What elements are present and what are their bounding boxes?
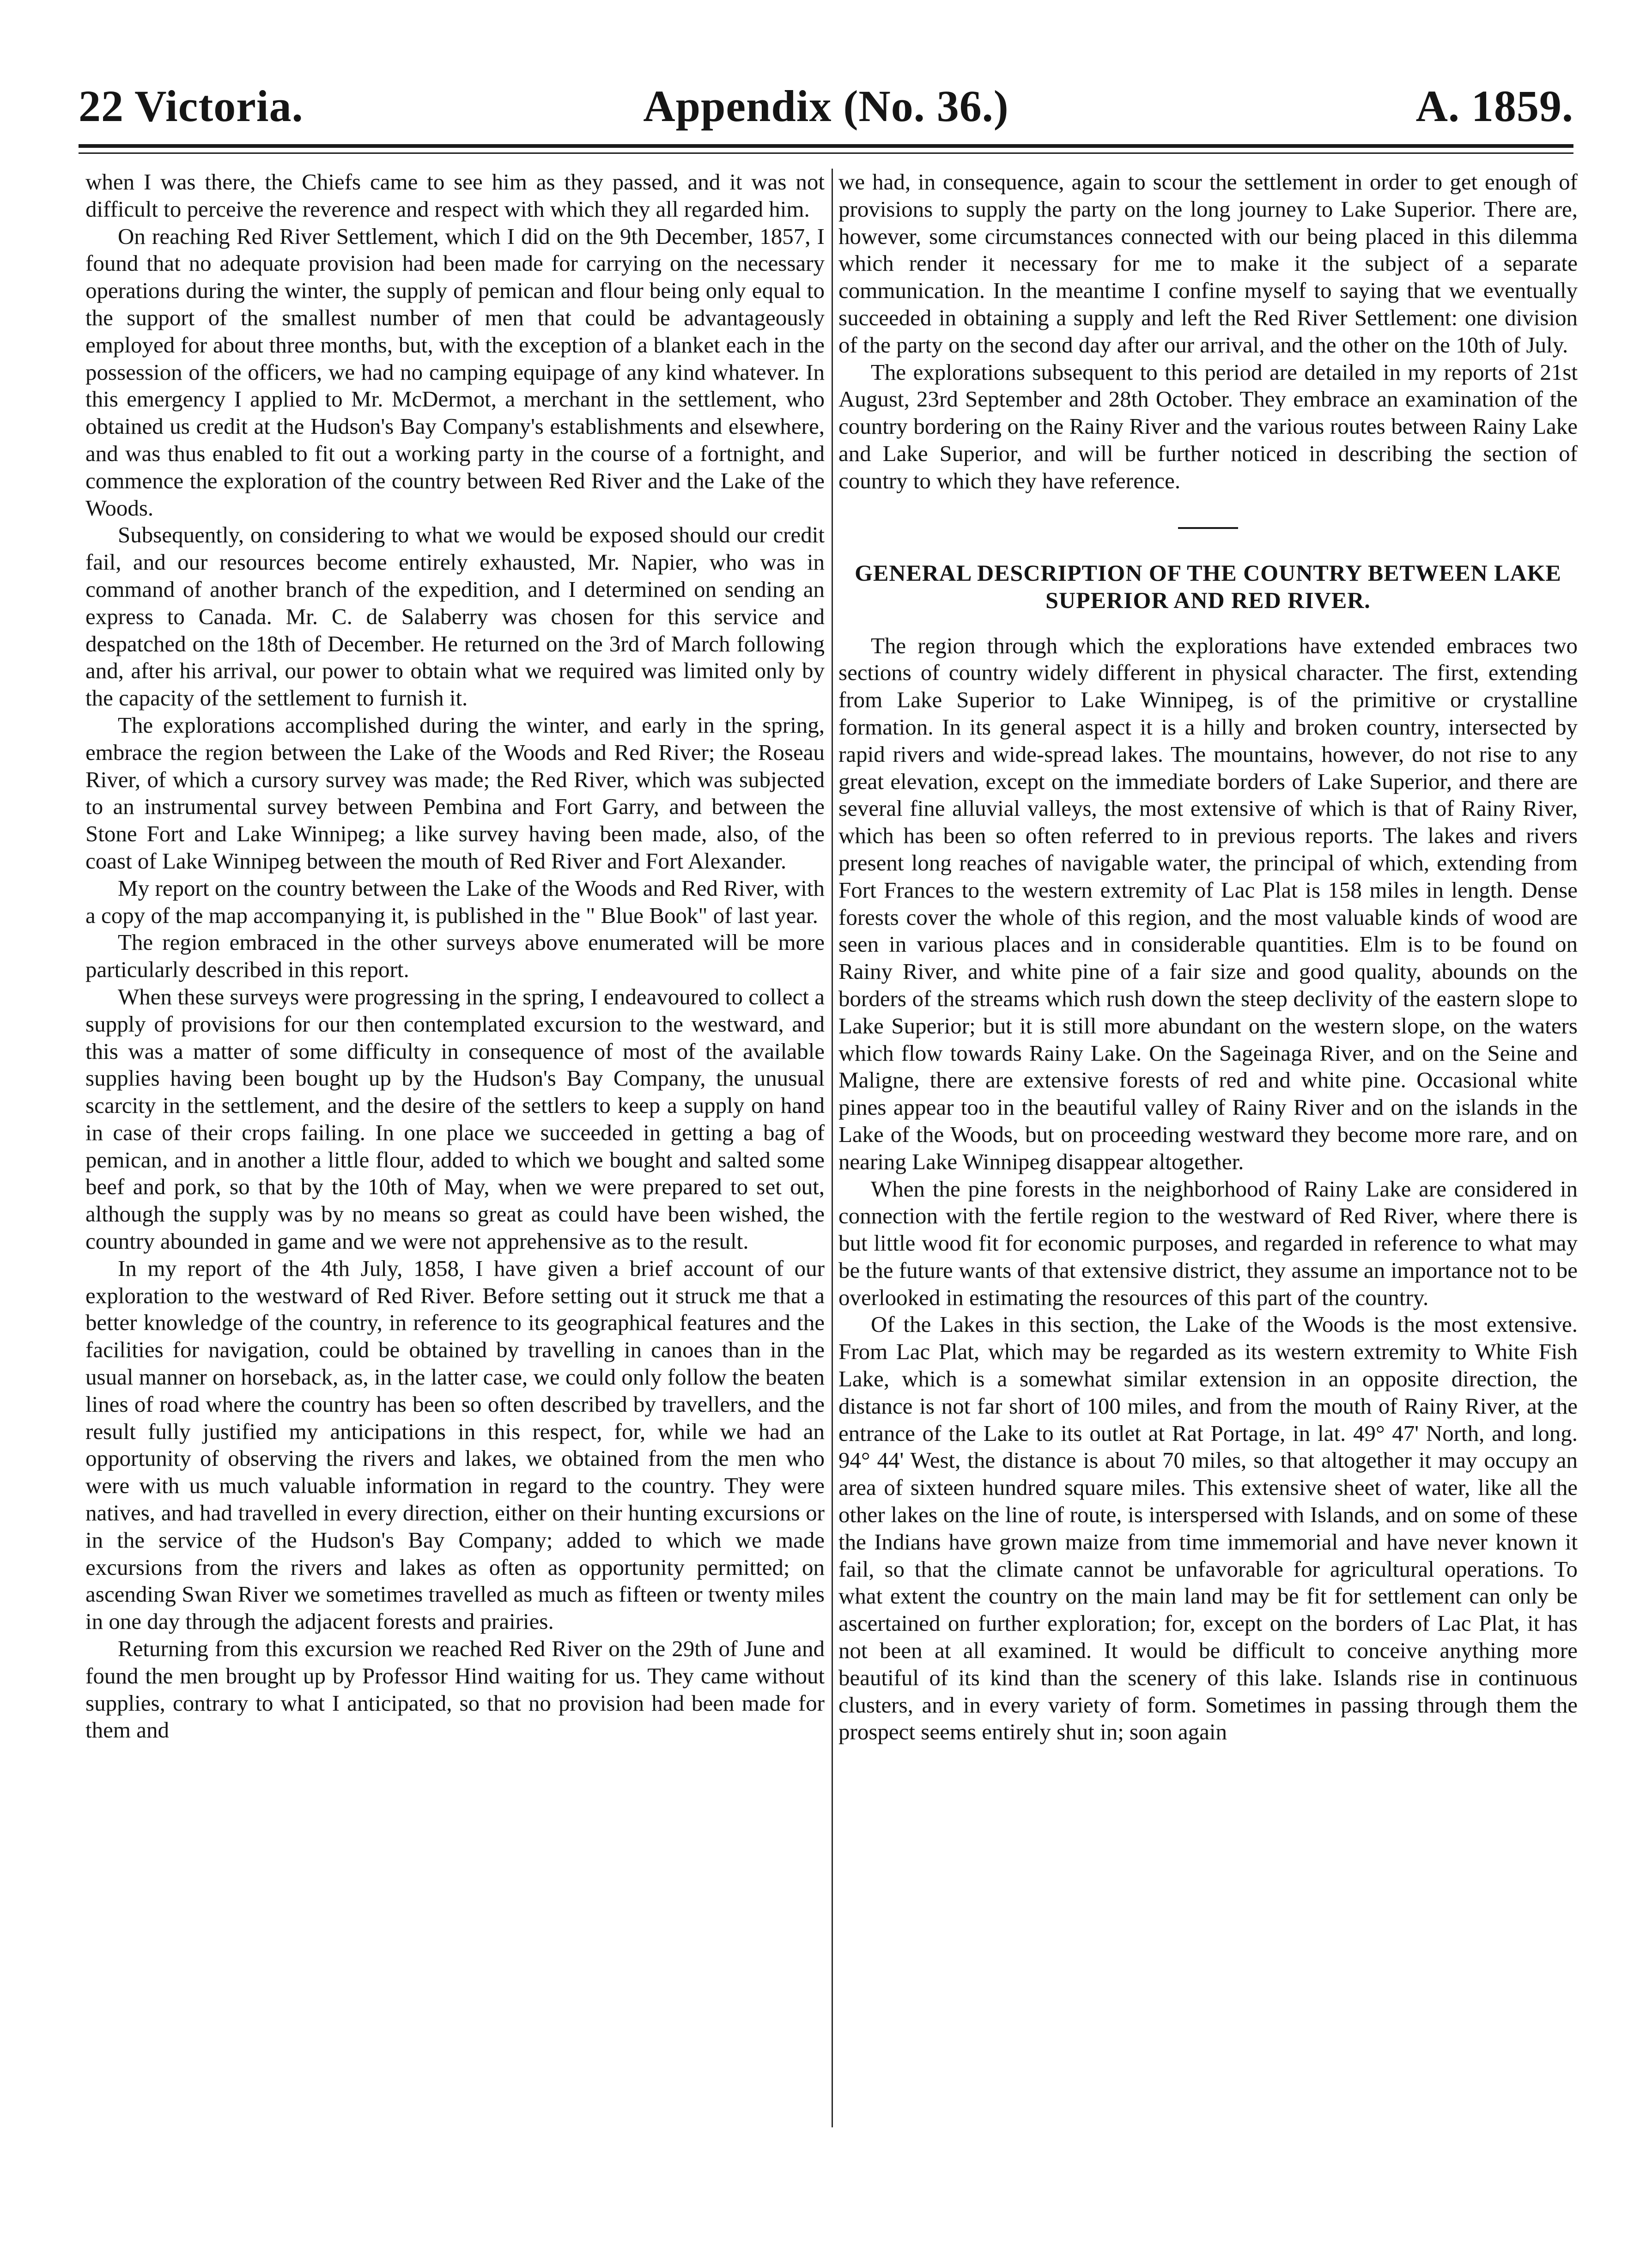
paragraph: The explorations subsequent to this period are detailed in my reports of 21st August, 23rd September and 28th October. They embrace an examination of the country bordering on the Rainy River and the various routes between Rainy Lake and Lake Superior, and will be further noticed in describing the section of country to which they have reference.: [838, 359, 1578, 493]
paragraph: Returning from this excursion we reached Red River on the 29th of June and found the men brought up by Professor Hind waiting for us. They came without supplies, contrary to what I anticipated, so that no provision had been made for them and: [85, 1636, 825, 1743]
paragraph: we had, in consequence, again to scour the settlement in order to get enough of provisions to supply the party on the long journey to Lake Superior. There are, however, some circumstances connected with our being placed in this dilemma which render it necessary for me to make it the subject of a separate communication. In the meantime I confine myself to saying that we eventually succeeded in obtaining a supply and left the Red River Settlement: one division of the party on the second day after our arrival, and the other on the 10th of July.: [838, 169, 1578, 358]
paragraph: Subsequently, on considering to what we would be exposed should our credit fail, and our resources become entirely exhausted, Mr. Napier, who was in command of another branch of the expedition, and I determined on sending an express to Canada. Mr. C. de Salaberry was chosen for this service and despatched on the 18th of December. He returned on the 3rd of March following and, after his arrival, our power to obtain what we required was limited only by the capacity of the settlement to furnish it.: [85, 522, 825, 711]
header-rule-thin: [79, 152, 1573, 154]
paragraph: The explorations accomplished during the winter, and early in the spring, embrace the region between the Lake of the Woods and Red River; the Roseau River, of which a cursory survey was made; the Red River, which was subjected to an instrumental survey between Pembina and Fort Garry, and between the Stone Fort and Lake Winnipeg; a like survey having been made, also, of the coast of Lake Winnipeg between the mouth of Red River and Fort Alexander.: [85, 712, 825, 874]
right-column: [838, 169, 1578, 1746]
paragraph: When the pine forests in the neighborhood of Rainy Lake are considered in connection with the fertile region to the westward of Red River, where there is but little wood fit for economic purposes, and regarded in reference to what may be the future wants of that extensive district, they assume an importance not to be overlooked in estimating the resources of this part of the country.: [838, 1176, 1578, 1310]
column-divider: [832, 169, 833, 2127]
paragraph: The region through which the explorations have extended embraces two sections of country widely different in physical character. The first, extending from Lake Superior to Lake Winnipeg, is of the primitive or crystalline formation. In its general aspect it is a hilly and broken country, intersected by rapid rivers and wide-spread lakes. The mountains, however, do not rise to any great elevation, except on the immediate borders of Lake Superior, and there are several fine alluvial valleys, the most extensive of which is that of Rainy River, which has been so often referred to in previous reports. The lakes and rivers present long reaches of navigable water, the principal of which, extending from Fort Frances to the western extremity of Lac Plat is 158 miles in length. Dense forests cover the whole of this region, and the most valuable kinds of wood are seen in various places and in considerable quantities. Elm is to be found on Rainy River, and white pine of a fair size and good quality, abounds on the borders of the streams which rush down the steep declivity of the eastern slope to Lake Superior; but it is still more abundant on the western slope, on the waters which flow towards Rainy Lake. On the Sageinaga River, and on the Seine and Maligne, there are extensive forests of red and white pine. Occasional white pines appear too in the beautiful valley of Rainy River and on the islands in the Lake of the Woods, but on proceeding westward they become more rare, and on nearing Lake Winnipeg disappear altogether.: [838, 632, 1578, 1174]
section-heading: GENERAL DESCRIPTION OF THE COUNTRY BETWEEN LAKE SUPERIOR AND RED RIVER.: [855, 559, 1561, 613]
paragraph: when I was there, the Chiefs came to see him as they passed, and it was not difficult to perceive the reverence and respect with which they all regarded him.: [85, 169, 825, 222]
paragraph: On reaching Red River Settlement, which I did on the 9th December, 1857, I found that no adequate provision had been made for carrying on the necessary operations during the winter, the supply of pemican and flour being only equal to the support of the smallest number of men that could be advantageously employed for about three months, but, with the exception of a blanket each in the possession of the officers, we had no camping equipage of any kind whatever. In this emergency I applied to Mr. McDermot, a merchant in the settlement, who obtained us credit at the Hudson's Bay Company's establishments and elsewhere, and was thus enabled to fit out a working party in the course of a fortnight, and commence the exploration of the country between Red River and the Lake of the Woods.: [85, 223, 825, 521]
left-column: [85, 169, 825, 1744]
header-rule-thick: [79, 144, 1573, 148]
header-year: A. 1859.: [1415, 81, 1573, 131]
section-separator: [1178, 527, 1238, 529]
header-session: 22 Victoria.: [79, 81, 304, 131]
paragraph: When these surveys were progressing in the spring, I endeavoured to collect a supply of provisions for our then contemplated excursion to the westward, and this was a matter of some difficulty in consequence of most of the available supplies having been bought up by the Hudson's Bay Company, the unusual scarcity in the settlement, and the desire of the settlers to keep a supply on hand in case of their crops failing. In one place we succeeded in getting a bag of pemican, and in another a little flour, added to which we bought and salted some beef and pork, so that by the 10th of May, when we were prepared to set out, although the supply was by no means so great as could have been wished, the country abounded in game and we were not apprehensive as to the result.: [85, 984, 825, 1254]
paragraph: In my report of the 4th July, 1858, I have given a brief account of our exploration to the westward of Red River. Before setting out it struck me that a better knowledge of the country, in reference to its geographical features and the facilities for navigation, could be obtained by travelling in canoes than in the usual manner on horseback, as, in the latter case, we could only follow the beaten lines of road where the country has been so often described by travellers, and the result fully justified my anticipations in this respect, for, while we had an opportunity of observing the rivers and lakes, we obtained from the men who were with us much valuable information in regard to the country. They were natives, and had travelled in every direction, either on their hunting excursions or in the service of the Hudson's Bay Company; added to which we made excursions from the rivers and lakes as often as opportunity permitted; on ascending Swan River we sometimes travelled as much as fifteen or twenty miles in one day through the adjacent forests and prairies.: [85, 1255, 825, 1634]
page-header: [79, 74, 1573, 139]
paragraph: My report on the country between the Lake of the Woods and Red River, with a copy of the map accompanying it, is published in the " Blue Book" of last year.: [85, 875, 825, 928]
paragraph: The region embraced in the other surveys above enumerated will be more particularly described in this report.: [85, 929, 825, 983]
paragraph: Of the Lakes in this section, the Lake of the Woods is the most extensive. From Lac Plat, which may be regarded as its western extremity to White Fish Lake, which is a somewhat similar extension in an opposite direction, the distance is not far short of 100 miles, and from the mouth of Rainy River, at the entrance of the Lake to its outlet at Rat Portage, in lat. 49° 47' North, and long. 94° 44' West, the distance is about 70 miles, so that altogether it may occupy an area of sixteen hundred square miles. This extensive sheet of water, like all the other lakes on the line of route, is interspersed with Islands, and on some of these the Indians have grown maize from time immemorial and have never known it fail, so that the climate cannot be unfavorable for agricultural operations. To what extent the country on the main land may be fit for settlement can only be ascertained on further exploration; for, except on the borders of Lac Plat, it has not been at all examined. It would be difficult to conceive anything more beautiful of its kind than the scenery of this lake. Islands rise in continuous clusters, and in every variety of form. Sometimes in passing through them the prospect seems entirely shut in; soon again: [838, 1312, 1578, 1745]
header-appendix: Appendix (No. 36.): [643, 81, 1009, 131]
